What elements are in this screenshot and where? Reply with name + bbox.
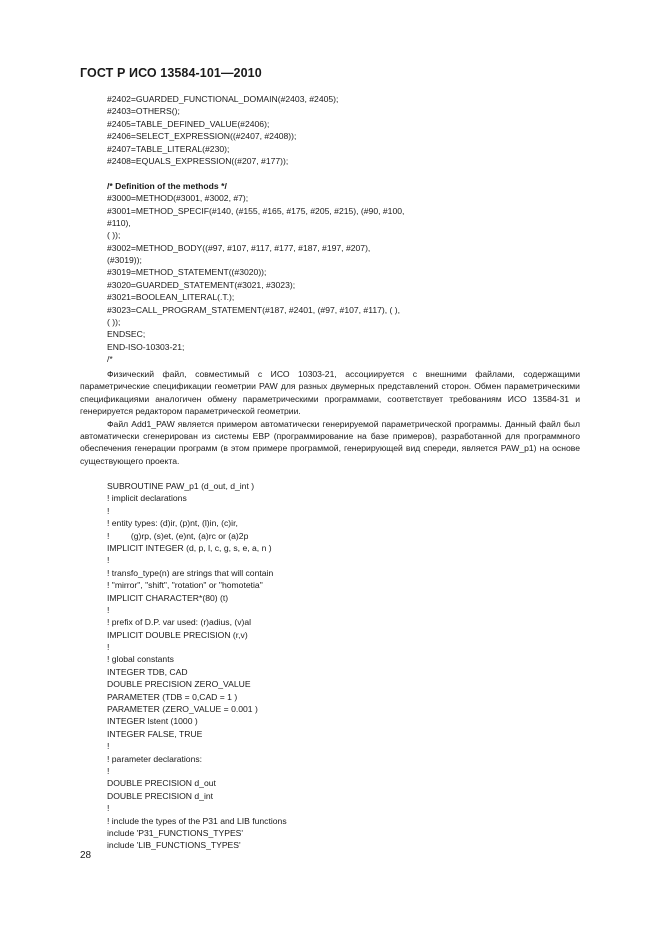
code-line: ! prefix of D.P. var used: (r)adius, (v)al	[107, 617, 252, 628]
step-file-code-block	[107, 93, 404, 366]
code-line: ! implicit declarations	[107, 493, 187, 504]
code-line: ! entity types: (d)ir, (p)nt, (l)in, (c)ir,	[107, 518, 238, 529]
code-line: ! global constants	[107, 654, 174, 665]
body-text	[80, 368, 580, 467]
code-line: INTEGER lstent (1000 )	[107, 716, 198, 727]
code-line: #2402=GUARDED_FUNCTIONAL_DOMAIN(#2403, #2405);	[107, 94, 339, 104]
code-line: #3021=BOOLEAN_LITERAL(.T.);	[107, 292, 235, 303]
code-line: !	[107, 505, 110, 516]
code-line: END-ISO-10303-21;	[107, 341, 185, 352]
code-line: INTEGER TDB, CAD	[107, 666, 188, 677]
code-line: !	[107, 604, 110, 615]
code-line: #110),	[107, 217, 131, 228]
code-line: ! transfo_type(n) are strings that will contain	[107, 567, 274, 578]
code-line: ! include the types of the P31 and LIB functions	[107, 815, 287, 826]
code-line: #2406=SELECT_EXPRESSION((#2407, #2408));	[107, 131, 297, 142]
code-line: PARAMETER (ZERO_VALUE = 0.001 )	[107, 704, 258, 715]
code-line: ( ));	[107, 317, 121, 328]
code-line: !	[107, 642, 110, 653]
code-line: DOUBLE PRECISION ZERO_VALUE	[107, 679, 251, 690]
section-comment: /* Definition of the methods */	[107, 180, 227, 191]
code-line: SUBROUTINE PAW_p1 (d_out, d_int )	[107, 481, 255, 491]
code-line: #3002=METHOD_BODY((#97, #107, #117, #177, #187, #197, #207),	[107, 242, 371, 253]
code-line: ! (g)rp, (s)et, (e)nt, (a)rc or (a)2p	[107, 530, 249, 541]
code-line: #2405=TABLE_DEFINED_VALUE(#2406);	[107, 118, 270, 129]
code-line: include 'P31_FUNCTIONS_TYPES'	[107, 827, 244, 838]
code-line: IMPLICIT CHARACTER*(80) (t)	[107, 592, 229, 603]
code-line: IMPLICIT INTEGER (d, p, l, c, g, s, e, a, n )	[107, 542, 272, 553]
code-line: DOUBLE PRECISION d_out	[107, 778, 216, 789]
code-line: /*	[107, 354, 113, 365]
code-line: INTEGER FALSE, TRUE	[107, 728, 203, 739]
code-line: !	[107, 555, 110, 566]
code-line: include 'LIB_FUNCTIONS_TYPES'	[107, 840, 241, 851]
code-line: #3019=METHOD_STATEMENT((#3020));	[107, 267, 267, 278]
code-line: #2408=EQUALS_EXPRESSION((#207, #177));	[107, 155, 289, 166]
code-line: !	[107, 803, 110, 814]
code-line: #2407=TABLE_LITERAL(#230);	[107, 143, 230, 154]
code-line: #3023=CALL_PROGRAM_STATEMENT(#187, #2401, (#97, #107, #117), ( ),	[107, 304, 401, 315]
paragraph: Физический файл, совместимый с ИСО 10303-21, ассоциируется с внешними файлами, содержащими параметрические спецификации геометрии PAW для разных двумерных представлений сторон. Обмен параметрическими спецификациями аналогичен обмену параметрическими программами, соответствует требованиям ИСО 13584-31 и генерируется редактором параметрической геометрии.	[80, 369, 580, 417]
code-line: ( ));	[107, 230, 121, 241]
code-line	[107, 167, 404, 179]
code-line: #3000=METHOD(#3001, #3002, #7);	[107, 193, 249, 204]
code-line: (#3019));	[107, 255, 142, 266]
code-line: PARAMETER (TDB = 0,CAD = 1 )	[107, 691, 238, 702]
code-line: !	[107, 741, 110, 752]
code-line: ! parameter declarations:	[107, 753, 203, 764]
code-line: ENDSEC;	[107, 329, 146, 340]
document-header: ГОСТ Р ИСО 13584-101—2010	[80, 66, 262, 80]
code-line: IMPLICIT DOUBLE PRECISION (r,v)	[107, 629, 248, 640]
code-line: #3001=METHOD_SPECIF(#140, (#155, #165, #175, #205, #215), (#90, #100,	[107, 205, 405, 216]
code-line: #3020=GUARDED_STATEMENT(#3021, #3023);	[107, 279, 296, 290]
code-line: #2403=OTHERS();	[107, 106, 180, 117]
code-line: !	[107, 765, 110, 776]
code-line: ! "mirror", "shift", "rotation" or "homotetia"	[107, 580, 263, 591]
paragraph: Файл Add1_PAW является примером автоматически генерируемой параметрической программы. Данный файл был автоматически сгенерирован из системы EBP (программирование на базе примеров), разработанной для программного обеспечения генерации программ (в этом примере программой, генерирующей вид спереди, является PAW_p1) на основе существующего проекта.	[80, 418, 580, 466]
code-line: DOUBLE PRECISION d_int	[107, 790, 214, 801]
page-number: 28	[80, 850, 92, 861]
fortran-code-block	[107, 480, 287, 852]
